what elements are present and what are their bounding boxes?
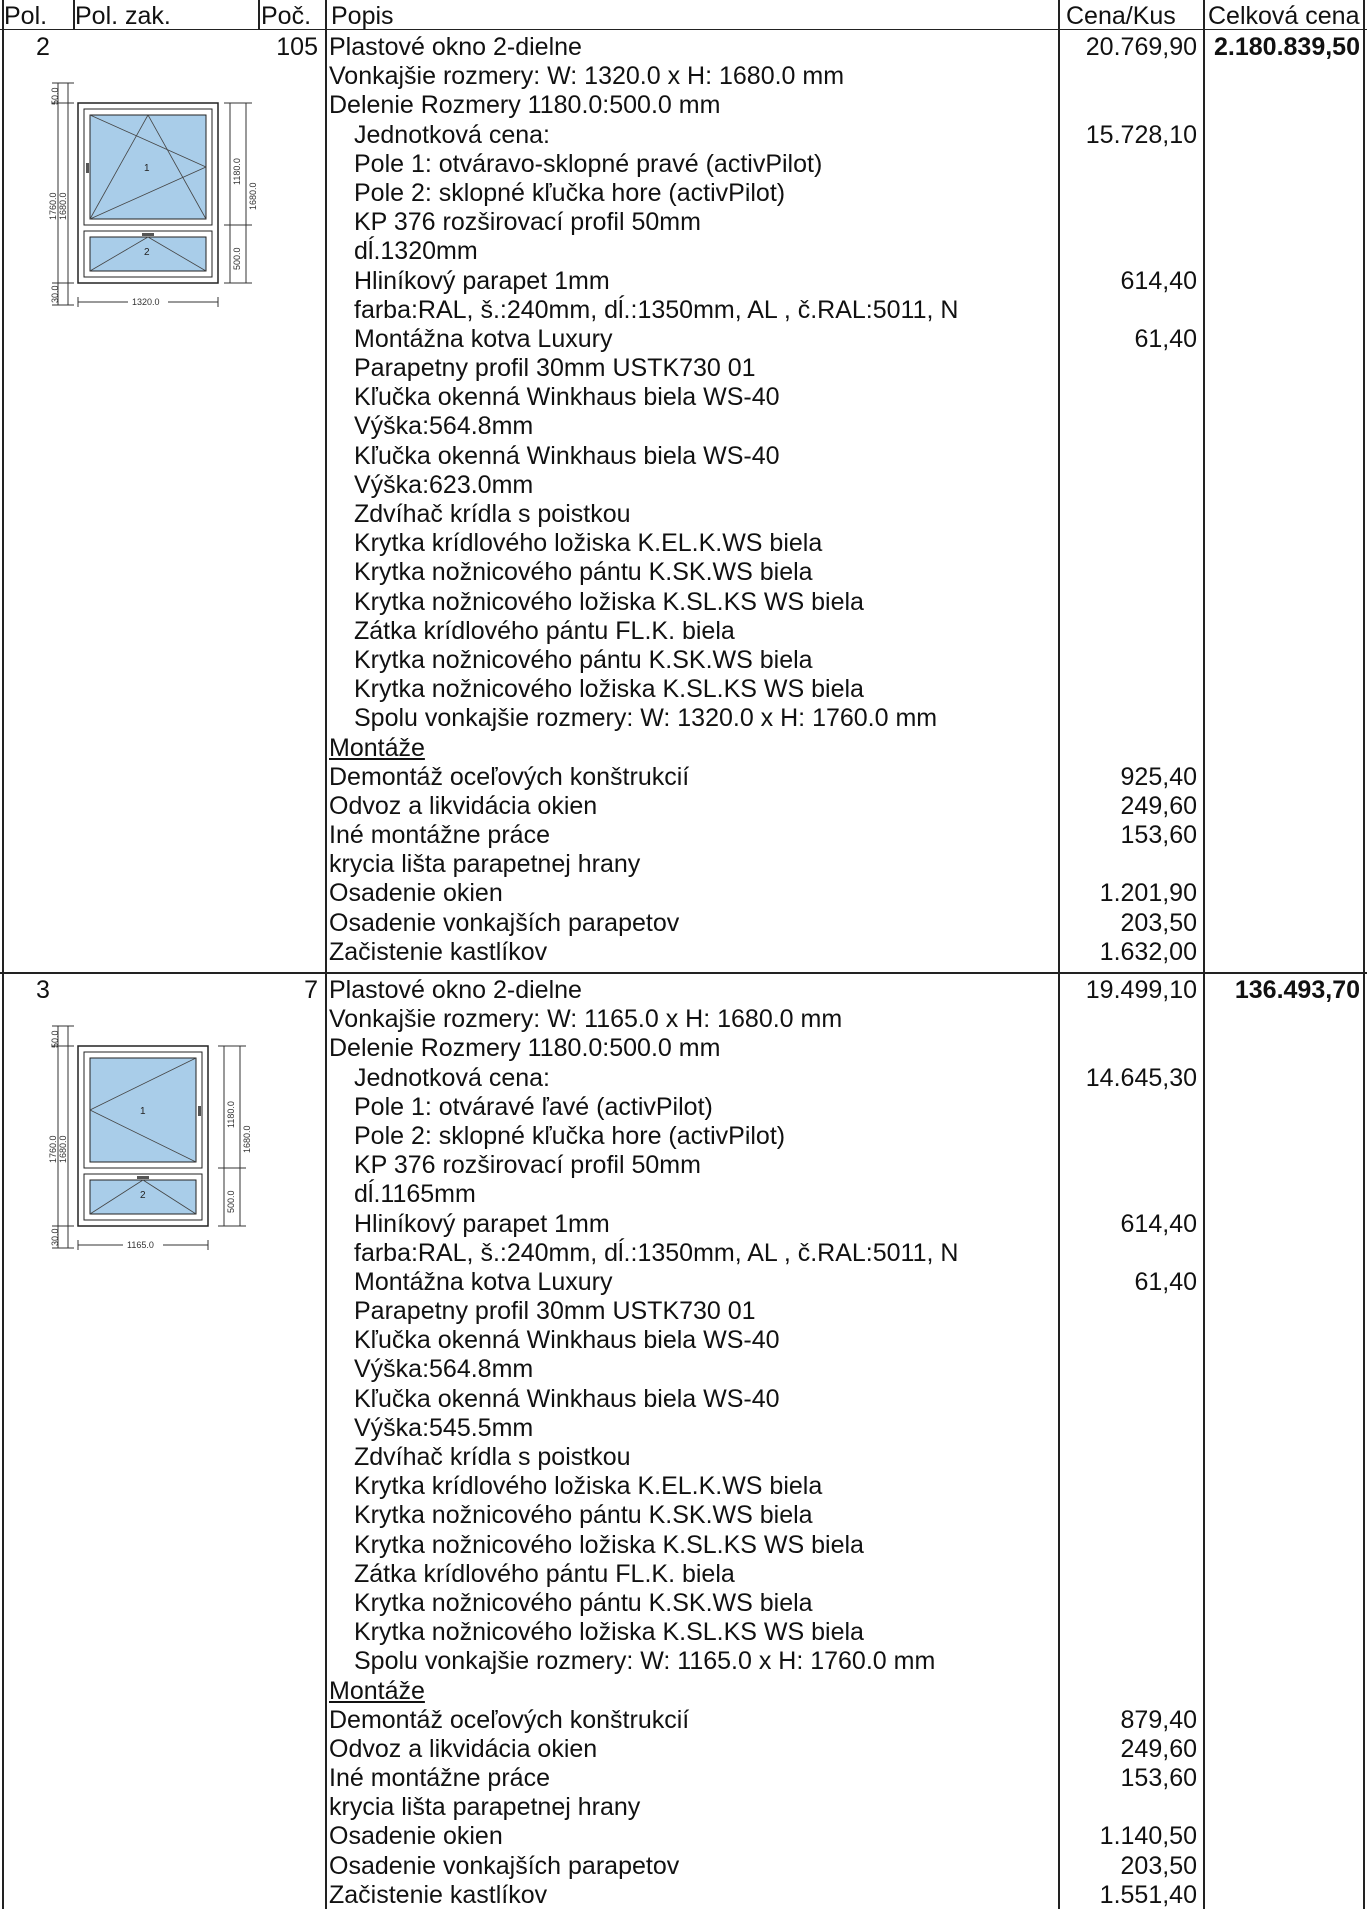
description-line: Pole 2: sklopné kľučka hore (activPilot) bbox=[354, 1121, 786, 1150]
description-line: Spolu vonkajšie rozmery: W: 1320.0 x H: 1760.0 mm bbox=[354, 704, 938, 733]
grid-line bbox=[2, 0, 4, 1909]
line-price bbox=[1062, 1239, 1197, 1268]
item-total: 2.180.839,50 bbox=[1214, 33, 1360, 61]
line-price bbox=[1062, 383, 1197, 412]
svg-text:1320.0: 1320.0 bbox=[132, 297, 160, 307]
item-pol: 2 bbox=[36, 33, 50, 61]
description-line: farba:RAL, š.:240mm, dĺ.:1350mm, AL , č.RAL:5011, N bbox=[354, 295, 959, 324]
line-price: 925,40 bbox=[1120, 762, 1197, 791]
line-price: 614,40 bbox=[1120, 1209, 1197, 1238]
description-line: Krytka nožnicového ložiska K.SL.KS WS biela bbox=[354, 587, 864, 616]
line-price bbox=[1062, 1093, 1197, 1122]
header-pol-zak: Pol. zak. bbox=[75, 2, 171, 30]
description-line: Plastové okno 2-dielne bbox=[329, 33, 582, 61]
svg-text:50.0: 50.0 bbox=[50, 1030, 60, 1048]
description-line: Zátka krídlového pántu FL.K. biela bbox=[354, 616, 735, 645]
header-popis: Popis bbox=[331, 2, 394, 30]
section-heading: Montáže bbox=[329, 733, 425, 762]
description-line: Plastové okno 2-dielne bbox=[329, 976, 582, 1004]
description-line: Osadenie okien bbox=[329, 879, 503, 908]
line-price bbox=[1062, 91, 1197, 120]
line-price: 1.140,50 bbox=[1099, 1822, 1197, 1851]
item-description bbox=[329, 976, 958, 1910]
line-price bbox=[1062, 1560, 1197, 1589]
grid-line bbox=[258, 0, 260, 29]
description-line: Jednotková cena: bbox=[354, 120, 550, 149]
description-line: Krytka nožnicového pántu K.SK.WS biela bbox=[354, 1588, 813, 1617]
line-price bbox=[1062, 1618, 1197, 1647]
svg-text:1: 1 bbox=[140, 1106, 146, 1117]
svg-text:1180.0: 1180.0 bbox=[232, 158, 242, 185]
description-line: Výška:545.5mm bbox=[354, 1413, 534, 1442]
description-line: Pole 1: otváravo-sklopné pravé (activPilot) bbox=[354, 149, 823, 178]
item-qty: 7 bbox=[304, 976, 318, 1004]
line-price bbox=[1062, 646, 1197, 675]
line-price bbox=[1062, 675, 1197, 704]
description-line: Krytka nožnicového pántu K.SK.WS biela bbox=[354, 645, 813, 674]
line-price bbox=[1062, 1385, 1197, 1414]
description-line: Výška:623.0mm bbox=[354, 470, 534, 499]
line-price bbox=[1062, 1501, 1197, 1530]
line-price: 1.632,00 bbox=[1099, 937, 1197, 966]
description-line: Krytka nožnicového pántu K.SK.WS biela bbox=[354, 558, 813, 587]
item-qty: 105 bbox=[276, 33, 318, 61]
header-pol: Pol. bbox=[4, 2, 48, 30]
line-price bbox=[1062, 442, 1197, 471]
description-line: Delenie Rozmery 1180.0:500.0 mm bbox=[329, 91, 721, 120]
window-drawing bbox=[48, 1018, 278, 1293]
description-line: Zátka krídlového pántu FL.K. biela bbox=[354, 1559, 735, 1588]
line-price: 203,50 bbox=[1120, 908, 1197, 937]
description-line: krycia lišta parapetnej hrany bbox=[329, 850, 641, 879]
svg-text:1760.0: 1760.0 bbox=[48, 192, 58, 220]
description-line: Parapetny profil 30mm USTK730 01 bbox=[354, 1297, 756, 1326]
line-price bbox=[1062, 150, 1197, 179]
section-heading: Montáže bbox=[329, 1676, 425, 1705]
line-price: 1.551,40 bbox=[1099, 1880, 1197, 1909]
description-line: Pole 2: sklopné kľučka hore (activPilot) bbox=[354, 178, 786, 207]
line-price bbox=[1062, 529, 1197, 558]
line-price bbox=[1062, 1443, 1197, 1472]
description-line: KP 376 rozširovací profil 50mm bbox=[354, 1151, 701, 1180]
description-line: Krytka krídlového ložiska K.EL.K.WS biela bbox=[354, 1472, 823, 1501]
description-line: Začistenie kastlíkov bbox=[329, 937, 548, 966]
line-price bbox=[1062, 1122, 1197, 1151]
description-line: Výška:564.8mm bbox=[354, 412, 534, 441]
svg-text:500.0: 500.0 bbox=[226, 1190, 236, 1213]
line-price: 249,60 bbox=[1120, 1734, 1197, 1763]
description-line: Začistenie kastlíkov bbox=[329, 1880, 548, 1909]
description-line: Odvoz a likvidácia okien bbox=[329, 1734, 598, 1763]
description-line: Krytka nožnicového pántu K.SK.WS biela bbox=[354, 1501, 813, 1530]
line-price bbox=[1062, 412, 1197, 441]
line-price: 203,50 bbox=[1120, 1851, 1197, 1880]
line-price: 153,60 bbox=[1120, 1764, 1197, 1793]
description-line: farba:RAL, š.:240mm, dĺ.:1350mm, AL , č.RAL:5011, N bbox=[354, 1238, 959, 1267]
line-price bbox=[1062, 296, 1197, 325]
description-line: Kľučka okenná Winkhaus biela WS-40 bbox=[354, 441, 780, 470]
description-line: Odvoz a likvidácia okien bbox=[329, 791, 598, 820]
description-line: Montážna kotva Luxury bbox=[354, 324, 613, 353]
description-line: Vonkajšie rozmery: W: 1165.0 x H: 1680.0 mm bbox=[329, 1005, 843, 1034]
line-price: 614,40 bbox=[1120, 266, 1197, 295]
line-price bbox=[1062, 500, 1197, 529]
description-line: Krytka krídlového ložiska K.EL.K.WS biela bbox=[354, 529, 823, 558]
line-price bbox=[1062, 1151, 1197, 1180]
grid-line bbox=[1058, 0, 1060, 1909]
svg-text:2: 2 bbox=[140, 1190, 146, 1201]
description-line: Hliníkový parapet 1mm bbox=[354, 266, 610, 295]
description-line: Jednotková cena: bbox=[354, 1063, 550, 1092]
description-line: Hliníkový parapet 1mm bbox=[354, 1209, 610, 1238]
description-line: Iné montážne práce bbox=[329, 1764, 550, 1793]
grid-line bbox=[1203, 0, 1205, 1909]
table-header bbox=[0, 0, 1367, 30]
grid-line bbox=[325, 0, 327, 1909]
description-line: Delenie Rozmery 1180.0:500.0 mm bbox=[329, 1034, 721, 1063]
svg-text:50.0: 50.0 bbox=[50, 87, 60, 105]
description-line: krycia lišta parapetnej hrany bbox=[329, 1793, 641, 1822]
description-line: Kľučka okenná Winkhaus biela WS-40 bbox=[354, 1384, 780, 1413]
description-line: KP 376 rozširovací profil 50mm bbox=[354, 208, 701, 237]
description-line: Krytka nožnicového ložiska K.SL.KS WS biela bbox=[354, 675, 864, 704]
item-description bbox=[329, 33, 958, 967]
line-price bbox=[1062, 558, 1197, 587]
line-price: 14.645,30 bbox=[1085, 1063, 1197, 1092]
svg-text:500.0: 500.0 bbox=[232, 247, 242, 270]
description-line: Osadenie vonkajších parapetov bbox=[329, 1851, 680, 1880]
svg-text:1180.0: 1180.0 bbox=[226, 1101, 236, 1128]
line-price bbox=[1062, 1677, 1197, 1706]
line-price bbox=[1062, 1005, 1197, 1034]
description-line: Kľučka okenná Winkhaus biela WS-40 bbox=[354, 1326, 780, 1355]
line-price: 15.728,10 bbox=[1085, 120, 1197, 149]
window-diagram-icon bbox=[48, 1018, 278, 1293]
svg-text:2: 2 bbox=[144, 247, 150, 258]
description-line: Osadenie vonkajších parapetov bbox=[329, 908, 680, 937]
line-price bbox=[1062, 354, 1197, 383]
line-price bbox=[1062, 1647, 1197, 1676]
description-line: Zdvíhač krídla s poistkou bbox=[354, 1443, 631, 1471]
svg-text:1680.0: 1680.0 bbox=[242, 1125, 252, 1153]
line-price bbox=[1062, 179, 1197, 208]
row-divider bbox=[0, 972, 1367, 974]
grid-line bbox=[1363, 0, 1365, 1909]
description-line: Krytka nožnicového ložiska K.SL.KS WS biela bbox=[354, 1530, 864, 1559]
header-cena-kus: Cena/Kus bbox=[1066, 2, 1176, 30]
svg-text:30.0: 30.0 bbox=[50, 1228, 60, 1246]
description-line: Kľučka okenná Winkhaus biela WS-40 bbox=[354, 383, 780, 412]
line-price bbox=[1062, 850, 1197, 879]
grid-line bbox=[73, 0, 75, 29]
svg-text:1165.0: 1165.0 bbox=[127, 1240, 154, 1250]
description-line: Pole 1: otváravé ľavé (activPilot) bbox=[354, 1092, 713, 1121]
line-price bbox=[1062, 208, 1197, 237]
description-line: Parapetny profil 30mm USTK730 01 bbox=[354, 354, 756, 383]
line-price bbox=[1062, 1034, 1197, 1063]
description-line: dĺ.1165mm bbox=[354, 1180, 476, 1209]
description-line: Spolu vonkajšie rozmery: W: 1165.0 x H: 1760.0 mm bbox=[354, 1647, 936, 1676]
line-price: 19.499,10 bbox=[1085, 976, 1197, 1004]
item-total: 136.493,70 bbox=[1234, 976, 1360, 1004]
header-celkova-cena: Celková cena bbox=[1208, 2, 1360, 30]
line-price bbox=[1062, 62, 1197, 91]
svg-text:1680.0: 1680.0 bbox=[58, 1135, 68, 1163]
line-price: 1.201,90 bbox=[1099, 879, 1197, 908]
line-price bbox=[1062, 588, 1197, 617]
line-price bbox=[1062, 704, 1197, 733]
description-line: Osadenie okien bbox=[329, 1822, 503, 1851]
svg-text:30.0: 30.0 bbox=[50, 285, 60, 303]
description-line: dĺ.1320mm bbox=[354, 237, 478, 266]
line-price bbox=[1062, 1793, 1197, 1822]
item-prices bbox=[1062, 976, 1197, 1910]
line-price bbox=[1062, 1326, 1197, 1355]
line-price bbox=[1062, 1297, 1197, 1326]
svg-text:1680.0: 1680.0 bbox=[58, 192, 68, 220]
line-price bbox=[1062, 1531, 1197, 1560]
line-price bbox=[1062, 237, 1197, 266]
line-price bbox=[1062, 1355, 1197, 1384]
item-prices bbox=[1062, 33, 1197, 967]
description-line: Zdvíhač krídla s poistkou bbox=[354, 500, 631, 528]
window-drawing bbox=[48, 75, 278, 350]
svg-text:1760.0: 1760.0 bbox=[48, 1135, 58, 1163]
description-line: Výška:564.8mm bbox=[354, 1355, 534, 1384]
description-line: Iné montážne práce bbox=[329, 821, 550, 850]
description-line: Montážna kotva Luxury bbox=[354, 1267, 613, 1296]
description-line: Vonkajšie rozmery: W: 1320.0 x H: 1680.0 mm bbox=[329, 62, 845, 91]
line-price: 153,60 bbox=[1120, 821, 1197, 850]
description-line: Demontáž oceľových konštrukcií bbox=[329, 762, 690, 791]
line-price: 879,40 bbox=[1120, 1705, 1197, 1734]
line-price bbox=[1062, 471, 1197, 500]
line-price: 61,40 bbox=[1134, 1267, 1197, 1296]
line-price bbox=[1062, 617, 1197, 646]
item-pol: 3 bbox=[36, 976, 50, 1004]
description-line: Demontáž oceľových konštrukcií bbox=[329, 1705, 690, 1734]
svg-text:1680.0: 1680.0 bbox=[248, 182, 258, 210]
line-price bbox=[1062, 1589, 1197, 1618]
line-price bbox=[1062, 1180, 1197, 1209]
svg-text:1: 1 bbox=[144, 163, 150, 174]
line-price: 20.769,90 bbox=[1085, 33, 1197, 61]
line-price bbox=[1062, 734, 1197, 763]
description-line: Krytka nožnicového ložiska K.SL.KS WS biela bbox=[354, 1618, 864, 1647]
window-diagram-icon bbox=[48, 75, 278, 350]
line-price: 61,40 bbox=[1134, 324, 1197, 353]
line-price: 249,60 bbox=[1120, 791, 1197, 820]
line-price bbox=[1062, 1414, 1197, 1443]
line-price bbox=[1062, 1472, 1197, 1501]
header-poc: Poč. bbox=[261, 2, 312, 30]
